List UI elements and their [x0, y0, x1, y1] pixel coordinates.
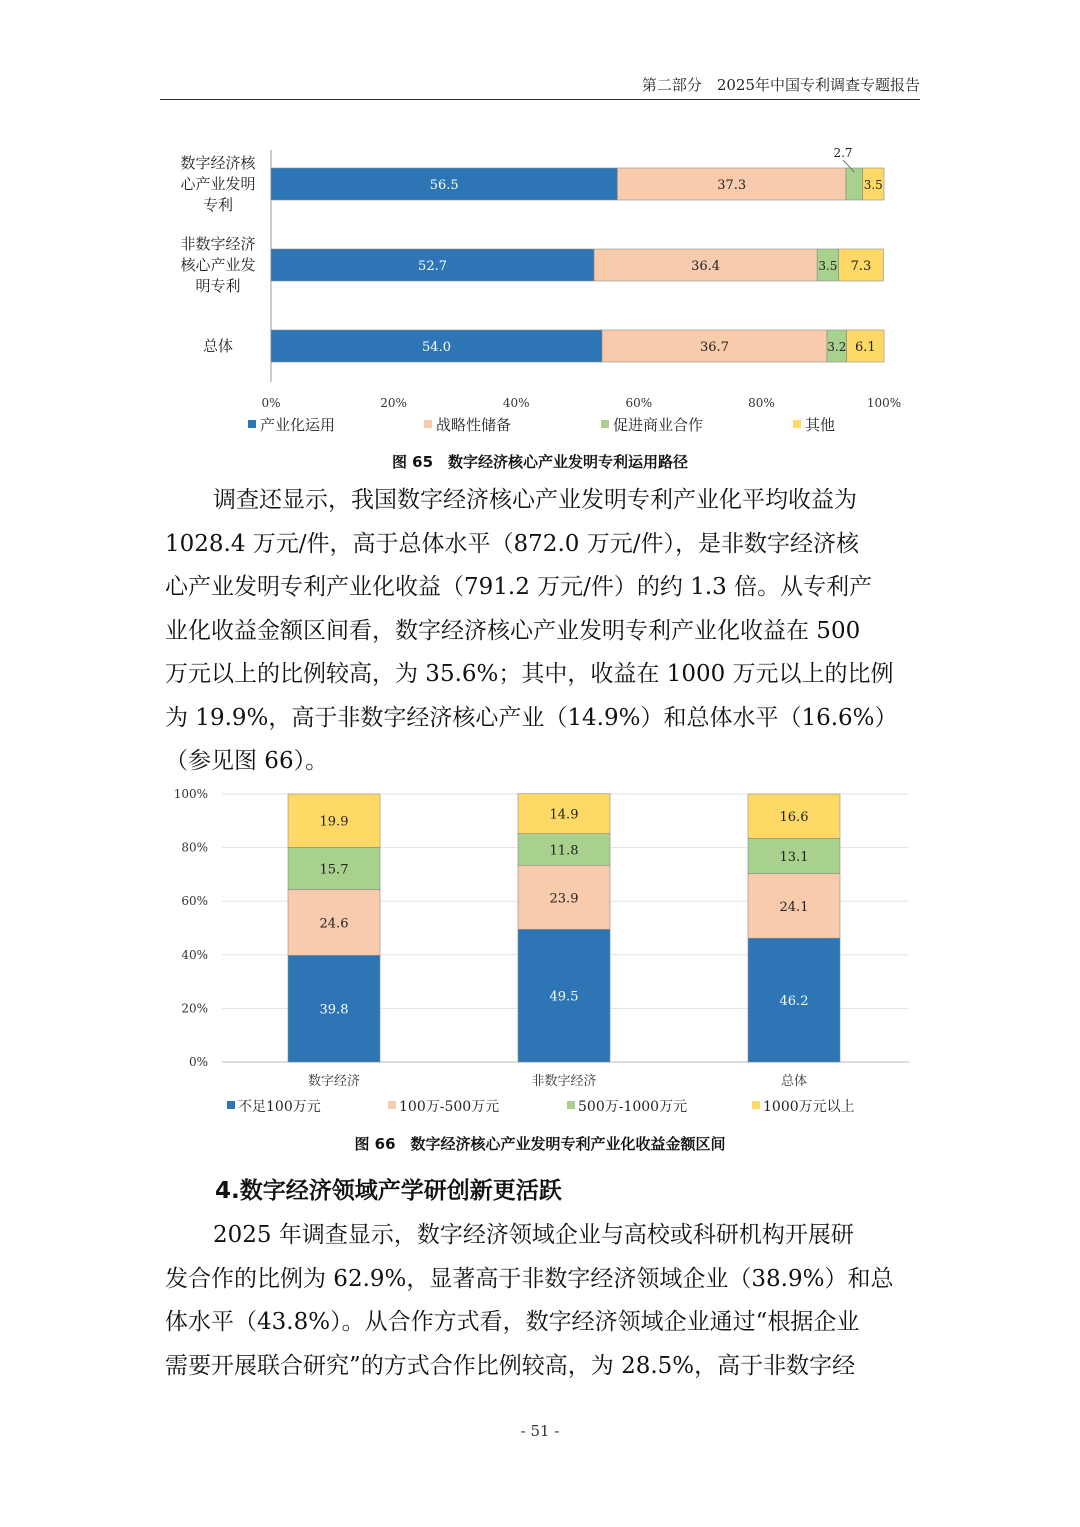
legend-label: 500万-1000万元 [578, 1099, 688, 1115]
category-label: 心产业发明 [180, 175, 256, 193]
data-label: 16.6 [779, 810, 809, 826]
category-label: 总体 [780, 1074, 808, 1089]
paragraph-line: 2025 年调查显示，数字经济领域企业与高校或科研机构开展研 [213, 1222, 854, 1248]
legend-label: 产业化运用 [260, 416, 336, 434]
legend-swatch [227, 1101, 235, 1109]
legend-label: 100万-500万元 [399, 1099, 500, 1115]
figure-65-caption: 图 65 数字经济核心产业发明专利运用路径 [391, 453, 689, 471]
data-label: 2.7 [833, 146, 853, 160]
category-label: 非数字经济 [531, 1074, 597, 1089]
section-heading: 4.数字经济领域产学研创新更活跃 [215, 1178, 562, 1204]
legend-label: 其他 [805, 416, 836, 434]
x-tick-label: 40% [502, 396, 530, 410]
paragraph-line: 心产业发明专利产业化收益（791.2 万元/件）的约 1.3 倍。从专利产 [165, 574, 873, 600]
data-label: 36.4 [691, 259, 721, 274]
legend-label: 战略性储备 [436, 416, 512, 434]
legend-swatch [752, 1101, 760, 1109]
x-tick-label: 60% [625, 396, 653, 410]
data-label: 15.7 [319, 862, 349, 878]
y-tick-label: 100% [173, 787, 208, 801]
category-label: 非数字经济 [180, 235, 256, 253]
category-label: 明专利 [195, 277, 241, 295]
data-label: 14.9 [549, 807, 579, 823]
data-label: 46.2 [779, 994, 809, 1010]
y-tick-label: 80% [181, 840, 208, 855]
data-label: 52.7 [418, 259, 448, 274]
x-tick-label: 80% [748, 396, 775, 410]
y-tick-label: 60% [181, 894, 208, 909]
paragraph-line: 需要开展联合研究”的方式合作比例较高，为 28.5%，高于非数字经 [165, 1352, 856, 1379]
paragraph-line: 业化收益金额区间看，数字经济核心产业发明专利产业化收益在 500 [165, 617, 861, 644]
paragraph-line: 体水平（43.8%）。从合作方式看，数字经济领域企业通过“根据企业 [165, 1309, 860, 1335]
data-label: 7.3 [850, 259, 872, 274]
paragraph-line: （参见图 66）。 [165, 748, 329, 774]
data-label: 6.1 [854, 340, 876, 355]
data-label: 19.9 [319, 814, 349, 830]
paragraph-line: 1028.4 万元/件，高于总体水平（872.0 万元/件），是非数字经济核 [165, 530, 859, 557]
paragraph-line: 为 19.9%，高于非数字经济核心产业（14.9%）和总体水平（16.6%） [165, 704, 898, 731]
data-label: 24.1 [779, 899, 809, 915]
legend-label: 不足100万元 [238, 1099, 321, 1115]
paragraph-line: 万元以上的比例较高，为 35.6%；其中，收益在 1000 万元以上的比例 [165, 661, 894, 687]
data-label: 13.1 [779, 850, 809, 866]
data-label: 3.2 [827, 340, 847, 354]
legend-swatch [388, 1101, 396, 1109]
data-label: 3.5 [818, 259, 838, 273]
data-label: 24.6 [319, 916, 349, 932]
legend-swatch [567, 1101, 575, 1109]
category-label: 数字经济 [307, 1074, 361, 1089]
category-label: 总体 [202, 337, 234, 355]
data-label: 37.3 [717, 178, 747, 193]
body-paragraph-2 [165, 1214, 917, 1388]
category-label: 核心产业发 [180, 256, 256, 274]
category-label: 专利 [202, 196, 234, 214]
legend-label: 促进商业合作 [613, 416, 704, 434]
data-label: 23.9 [549, 891, 579, 907]
data-label: 36.7 [700, 340, 729, 355]
x-tick-label: 100% [866, 396, 902, 410]
data-label: 39.8 [319, 1002, 349, 1018]
data-label: 3.5 [863, 178, 883, 192]
paragraph-line: 发合作的比例为 62.9%，显著高于非数字经济领域企业（38.9%）和总 [165, 1265, 894, 1292]
legend-label: 1000万元以上 [763, 1099, 855, 1115]
running-header: 第二部分 2025年中国专利调查专题报告 [641, 76, 920, 94]
x-tick-label: 0% [261, 396, 281, 410]
data-label: 11.8 [549, 843, 579, 859]
data-label: 54.0 [422, 340, 451, 355]
y-tick-label: 20% [181, 1001, 208, 1016]
y-tick-label: 0% [188, 1055, 208, 1069]
page-number: - 51 - [520, 1422, 560, 1440]
y-tick-label: 40% [181, 947, 208, 962]
paragraph-line: 调查还显示，我国数字经济核心产业发明专利产业化平均收益为 [213, 487, 857, 513]
x-tick-label: 20% [380, 396, 407, 410]
figure-66-caption: 图 66 数字经济核心产业发明专利产业化收益金额区间 [354, 1135, 726, 1153]
data-label: 56.5 [429, 178, 459, 193]
data-label: 49.5 [549, 989, 579, 1005]
category-label: 数字经济核 [180, 154, 256, 172]
